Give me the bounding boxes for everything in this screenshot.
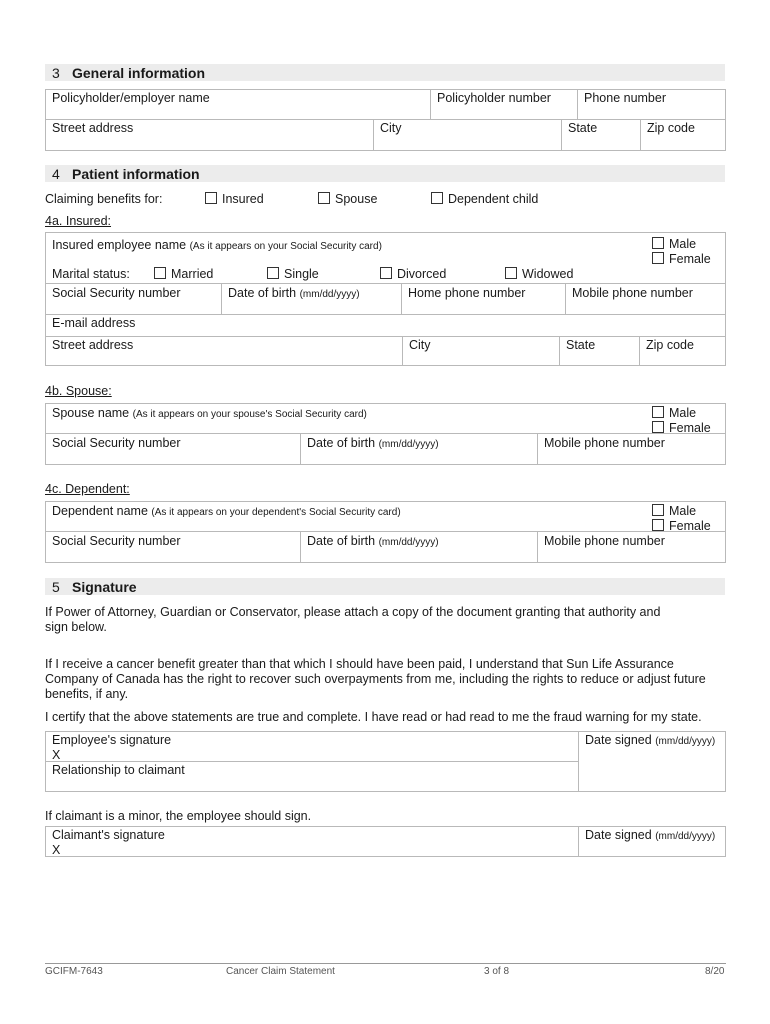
email-field[interactable]: E-mail address bbox=[52, 316, 136, 330]
dob-format: (mm/dd/yyyy) bbox=[378, 537, 439, 548]
marital-status-label: Marital status: bbox=[52, 267, 130, 281]
dob-format: (mm/dd/yyyy) bbox=[299, 289, 360, 300]
divider bbox=[430, 89, 431, 119]
date-format: (mm/dd/yyyy) bbox=[655, 736, 716, 747]
married-checkbox[interactable] bbox=[154, 267, 166, 279]
divider bbox=[45, 531, 726, 532]
insured-name-field[interactable] bbox=[52, 238, 382, 252]
section-3-header bbox=[45, 64, 725, 81]
widowed-checkbox[interactable] bbox=[505, 267, 517, 279]
employee-signature-field[interactable]: X bbox=[52, 748, 61, 762]
divider bbox=[640, 119, 641, 151]
divider bbox=[578, 826, 579, 857]
insured-zip-field[interactable]: Zip code bbox=[646, 338, 694, 352]
minor-note: If claimant is a minor, the employee should sign. bbox=[45, 809, 312, 823]
employee-date-signed-field[interactable] bbox=[585, 733, 715, 747]
divider bbox=[578, 731, 579, 792]
insured-dob-field[interactable] bbox=[228, 286, 360, 300]
spouse-ssn-field[interactable]: Social Security number bbox=[52, 436, 181, 450]
single-checkbox[interactable] bbox=[267, 267, 279, 279]
certification-statement: I certify that the above statements are true and complete. I have read or had read to me the fraud warning for my state. bbox=[45, 710, 702, 724]
spouse-male-label: Male bbox=[669, 406, 697, 420]
power-of-attorney-note: If Power of Attorney, Guardian or Conservator, please attach a copy of the document granting that authority and sign below. bbox=[45, 605, 661, 634]
insured-female-label: Female bbox=[669, 252, 711, 266]
insured-city-field[interactable]: City bbox=[409, 338, 431, 352]
widowed-label: Widowed bbox=[522, 267, 574, 281]
divorced-label: Divorced bbox=[397, 267, 447, 281]
divider bbox=[559, 336, 560, 366]
divider bbox=[45, 283, 726, 284]
dob-label: Date of birth bbox=[307, 534, 376, 548]
home-phone-field[interactable]: Home phone number bbox=[408, 286, 526, 300]
dependent-heading: 4c. Dependent: bbox=[45, 482, 130, 496]
dependent-male-checkbox[interactable] bbox=[652, 504, 664, 516]
divider bbox=[402, 336, 403, 366]
divider bbox=[565, 283, 566, 314]
date-format: (mm/dd/yyyy) bbox=[655, 831, 716, 842]
section-title: General information bbox=[72, 65, 206, 81]
spouse-option-label: Spouse bbox=[335, 192, 378, 206]
zip-code-field[interactable]: Zip code bbox=[647, 121, 695, 135]
form-id: GCIFM-7643 bbox=[45, 966, 103, 977]
spouse-male-checkbox[interactable] bbox=[652, 406, 664, 418]
dependent-name-field[interactable] bbox=[52, 504, 401, 518]
form-name: Cancer Claim Statement bbox=[226, 966, 335, 977]
divider bbox=[45, 761, 579, 762]
section-number: 5 bbox=[52, 579, 60, 595]
divider bbox=[45, 119, 726, 120]
claiming-for-label: Claiming benefits for: bbox=[45, 192, 163, 206]
spouse-heading: 4b. Spouse: bbox=[45, 384, 112, 398]
date-signed-label: Date signed bbox=[585, 828, 652, 842]
spouse-checkbox[interactable] bbox=[318, 192, 330, 204]
divider bbox=[45, 314, 726, 315]
dob-label: Date of birth bbox=[228, 286, 297, 300]
dependent-dob-field[interactable] bbox=[307, 534, 439, 548]
insured-option-label: Insured bbox=[222, 192, 264, 206]
insured-checkbox[interactable] bbox=[205, 192, 217, 204]
page-number: 3 of 8 bbox=[484, 966, 510, 977]
insured-female-checkbox[interactable] bbox=[652, 252, 664, 264]
insured-ssn-field[interactable]: Social Security number bbox=[52, 286, 181, 300]
spouse-mobile-phone-field[interactable]: Mobile phone number bbox=[544, 436, 665, 450]
section-title: Patient information bbox=[72, 166, 200, 182]
spouse-name-label: Spouse name bbox=[52, 406, 130, 420]
overpayment-statement: If I receive a cancer benefit greater than that which I should have been paid, I understand that Sun Life Assurance Company of Canada has the right to recover such overpayments from me, including the rights to reduce or adjust future benefits, if any. bbox=[45, 657, 706, 701]
divider bbox=[561, 119, 562, 151]
date-signed-label: Date signed bbox=[585, 733, 652, 747]
dependent-name-label: Dependent name bbox=[52, 504, 148, 518]
spouse-name-field[interactable] bbox=[52, 406, 367, 420]
divider bbox=[221, 283, 222, 314]
divider bbox=[537, 531, 538, 563]
revision-date: 8/20 bbox=[705, 966, 725, 977]
divider bbox=[45, 336, 726, 337]
divider bbox=[639, 336, 640, 366]
insured-name-note: (As it appears on your Social Security card) bbox=[189, 241, 382, 252]
relationship-to-claimant-field[interactable]: Relationship to claimant bbox=[52, 763, 185, 777]
insured-heading: 4a. Insured: bbox=[45, 214, 112, 228]
divider bbox=[300, 531, 301, 563]
insured-street-address-field[interactable]: Street address bbox=[52, 338, 134, 352]
claimant-signature-field[interactable]: X bbox=[52, 843, 61, 857]
insured-mobile-phone-field[interactable]: Mobile phone number bbox=[572, 286, 693, 300]
dependent-ssn-field[interactable]: Social Security number bbox=[52, 534, 181, 548]
dependent-mobile-phone-field[interactable]: Mobile phone number bbox=[544, 534, 665, 548]
divorced-checkbox[interactable] bbox=[380, 267, 392, 279]
state-field[interactable]: State bbox=[568, 121, 598, 135]
section-4-header bbox=[45, 165, 725, 182]
dependent-child-option-label: Dependent child bbox=[448, 192, 539, 206]
dob-label: Date of birth bbox=[307, 436, 376, 450]
dependent-child-checkbox[interactable] bbox=[431, 192, 443, 204]
spouse-dob-field[interactable] bbox=[307, 436, 439, 450]
divider bbox=[577, 89, 578, 119]
dob-format: (mm/dd/yyyy) bbox=[378, 439, 439, 450]
claimant-date-signed-field[interactable] bbox=[585, 828, 715, 842]
spouse-female-checkbox[interactable] bbox=[652, 421, 664, 433]
policyholder-name-field[interactable]: Policyholder/employer name bbox=[52, 91, 210, 105]
insured-male-label: Male bbox=[669, 237, 697, 251]
insured-male-checkbox[interactable] bbox=[652, 237, 664, 249]
city-field[interactable]: City bbox=[380, 121, 402, 135]
insured-name-label: Insured employee name bbox=[52, 238, 187, 252]
divider bbox=[300, 433, 301, 465]
divider bbox=[45, 433, 726, 434]
spouse-female-label: Female bbox=[669, 421, 711, 435]
spouse-name-note: (As it appears on your spouse's Social Security card) bbox=[132, 409, 367, 420]
section-5-header bbox=[45, 578, 725, 595]
divider bbox=[537, 433, 538, 465]
footer-rule bbox=[45, 963, 726, 964]
policyholder-number-field[interactable]: Policyholder number bbox=[437, 91, 551, 105]
divider bbox=[401, 283, 402, 314]
section-number: 3 bbox=[52, 65, 60, 81]
dependent-female-checkbox[interactable] bbox=[652, 519, 664, 531]
dependent-male-label: Male bbox=[669, 504, 697, 518]
employee-signature-label: Employee's signature bbox=[52, 733, 172, 747]
divider bbox=[373, 119, 374, 151]
phone-number-field[interactable]: Phone number bbox=[584, 91, 667, 105]
section-number: 4 bbox=[52, 166, 60, 182]
insured-state-field[interactable]: State bbox=[566, 338, 596, 352]
single-label: Single bbox=[284, 267, 319, 281]
dependent-name-note: (As it appears on your dependent's Social Security card) bbox=[151, 507, 401, 518]
married-label: Married bbox=[171, 267, 214, 281]
street-address-field[interactable]: Street address bbox=[52, 121, 134, 135]
claimant-signature-label: Claimant's signature bbox=[52, 828, 165, 842]
section-title: Signature bbox=[72, 579, 137, 595]
dependent-female-label: Female bbox=[669, 519, 711, 533]
